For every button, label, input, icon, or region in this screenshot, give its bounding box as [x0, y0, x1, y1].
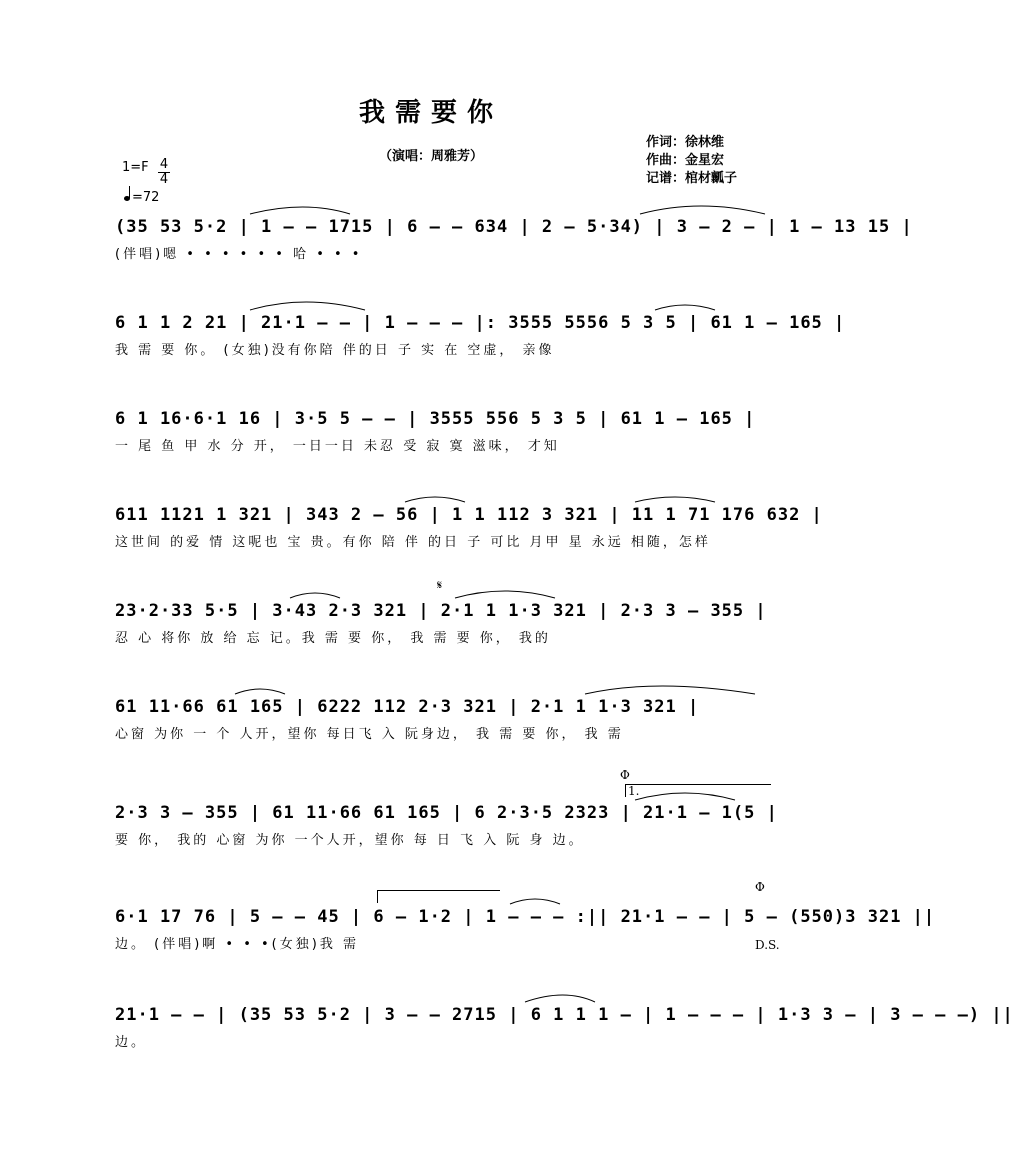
notation-line: 23·2·33 5·5 | 3·43 2·3 321 | 2·1 1 1·3 321 | 2·3 3 – 355 |	[115, 601, 767, 621]
ds-mark: D.S.	[755, 938, 780, 952]
segno-mark: 𝄋	[437, 578, 443, 592]
notation-line: 61 11·66 61 165 | 6222 112 2·3 321 | 2·1 1 1·3 321 |	[115, 697, 700, 717]
coda-mark-end: Φ	[755, 880, 765, 894]
lyric-line: 我 需 要 你。 (女独)没有你陪 伴的日 子 实 在 空虚， 亲像	[115, 343, 555, 358]
lyric-line: (伴唱)嗯 • • • • • • 哈 • • •	[115, 247, 363, 262]
notation-line: 6·1 17 76 | 5 – – 45 | 6 – 1·2 | 1 – – – :|| 21·1 – – | 5 – (550)3 321 ||	[115, 907, 936, 927]
time-top: 4	[159, 157, 169, 172]
lyricist-credit: 作词：徐林维	[646, 135, 725, 150]
lyric-line: 边。	[115, 1035, 148, 1050]
tempo-value: =72	[132, 190, 160, 205]
quarter-note-icon	[124, 196, 130, 201]
lyric-line: 一 尾 鱼 甲 水 分 开， 一日一日 未忍 受 寂 寞 滋味， 才知	[115, 439, 560, 454]
key-label: 1=F	[122, 160, 149, 175]
composer-credit: 作曲：金星宏	[646, 153, 725, 168]
notation-line: 6 1 1 2 21 | 21·1 – – | 1 – – – |: 3555 5556 5 3 5 | 61 1 – 165 |	[115, 313, 846, 333]
notation-line: 2·3 3 – 355 | 61 11·66 61 165 | 6 2·3·5 2323 | 21·1 – 1(5 |	[115, 803, 778, 823]
time-bottom: 4	[159, 172, 169, 187]
notation-line: 6 1 16·6·1 16 | 3·5 5 – – | 3555 556 5 3 5 | 61 1 – 165 |	[115, 409, 756, 429]
time-signature	[158, 158, 170, 187]
lyric-line: 这世间 的爱 情 这呢也 宝 贵。有你 陪 伴 的日 子 可比 月甲 星 永远 相随，怎样	[115, 535, 711, 550]
lyric-line: 心窗 为你 一 个 人开，望你 每日飞 入 阮身边， 我 需 要 你， 我 需	[115, 727, 624, 742]
coda-mark: Φ	[620, 768, 630, 782]
key-signature	[122, 157, 169, 187]
song-title: 我需要你	[358, 98, 503, 128]
notation-line: (35 53 5·2 | 1 – – 1715 | 6 – – 634 | 2 – 5·34) | 3 – 2 – | 1 – 13 15 |	[115, 217, 913, 237]
lyric-line: 忍 心 将你 放 给 忘 记。我 需 要 你， 我 需 要 你， 我的	[115, 631, 551, 646]
first-ending-label: 1.	[628, 784, 640, 798]
credits	[646, 134, 737, 188]
performer-line: （演唱：周雅芳）	[378, 149, 483, 164]
notation-line: 21·1 – – | (35 53 5·2 | 3 – – 2715 | 6 1 1 1 – | 1 – – – | 1·3 3 – | 3 – – –) ||	[115, 1005, 1014, 1025]
notation-line: 611 1121 1 321 | 343 2 – 56 | 1 1 112 3 321 | 11 1 71 176 632 |	[115, 505, 823, 525]
lyric-line: 要 你， 我的 心窗 为你 一个人开，望你 每 日 飞 入 阮 身 边。	[115, 833, 585, 848]
lyric-line: 边。 (伴唱)啊 • • •(女独)我 需	[115, 937, 359, 952]
transcriber-credit: 记谱：棺材瓤子	[646, 171, 738, 186]
